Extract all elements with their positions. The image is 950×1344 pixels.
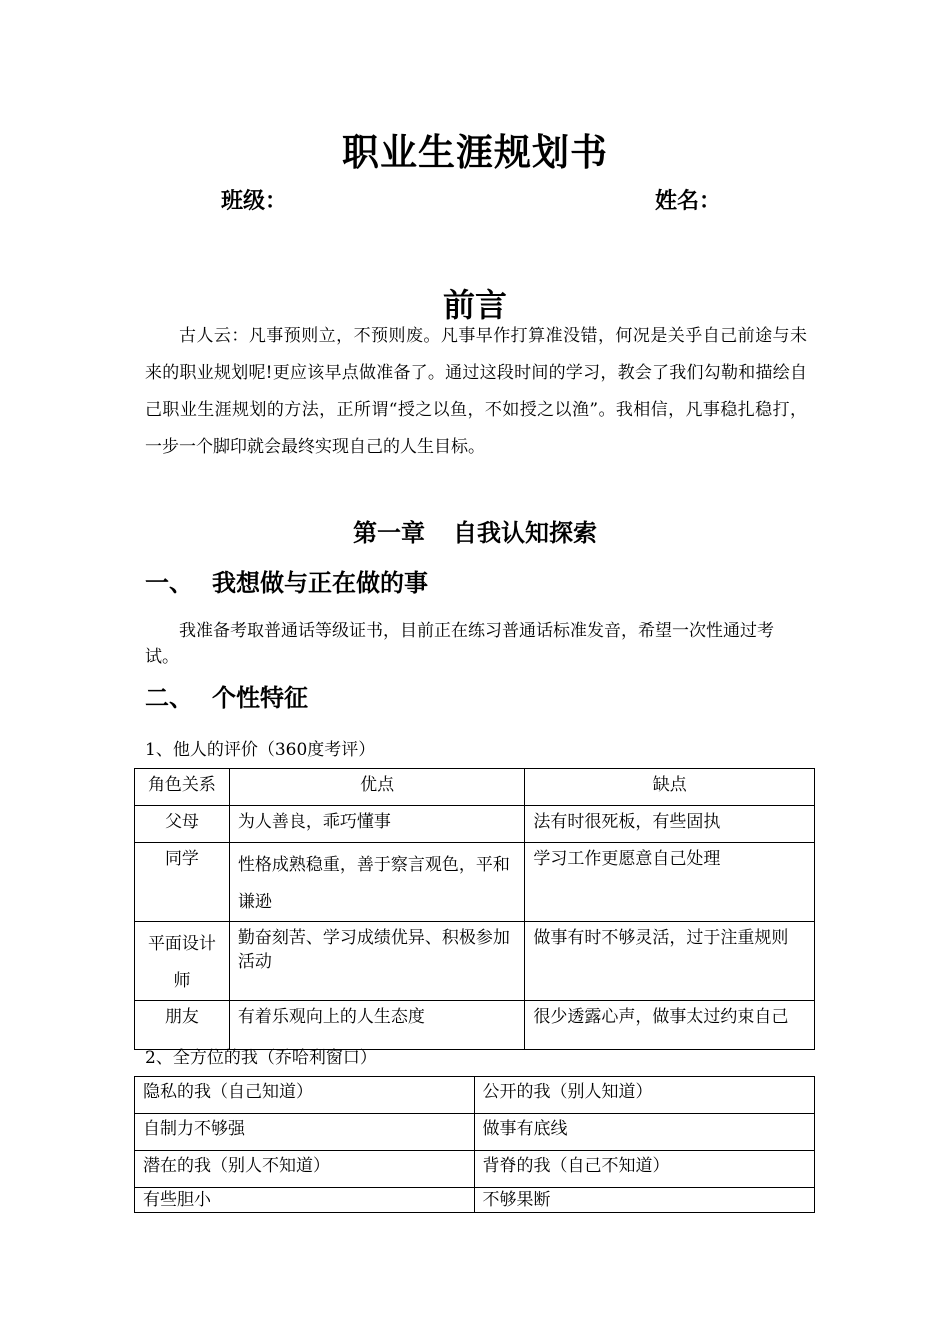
table-header-cell: 角色关系 xyxy=(135,769,230,806)
chapter-heading xyxy=(0,513,950,548)
table-cell: 公开的我（别人知道） xyxy=(474,1077,815,1114)
preface-paragraph xyxy=(145,318,807,466)
section-1-text: 我准备考取普通话等级证书，目前正在练习普通话标准发音，希望一次性通过考试。 xyxy=(145,621,774,667)
section-title: 我想做与正在做的事 xyxy=(212,569,428,597)
preface-heading: 前言 xyxy=(442,286,507,324)
table-cell: 做事有底线 xyxy=(474,1114,815,1151)
section-number: 一、 xyxy=(145,569,193,597)
table-row xyxy=(135,1188,815,1213)
table-header-row xyxy=(135,769,815,806)
chapter-number: 第一章 xyxy=(353,519,425,547)
table-cell: 为人善良，乖巧懂事 xyxy=(229,806,525,843)
section-1-paragraph xyxy=(145,618,807,670)
table-cell: 很少透露心声，做事太过约束自己 xyxy=(525,1001,815,1050)
table-cell: 有着乐观向上的人生态度 xyxy=(229,1001,525,1050)
table-cell: 不够果断 xyxy=(474,1188,815,1213)
section-heading-1 xyxy=(145,563,428,598)
subheading-evaluation: 1、他人的评价（360度考评） xyxy=(145,740,376,760)
chapter-title: 自我认知探索 xyxy=(453,519,597,547)
table-cell: 勤奋刻苦、学习成绩优异、积极参加活动 xyxy=(229,922,525,1001)
johari-table xyxy=(134,1076,815,1213)
table-cell: 潜在的我（别人不知道） xyxy=(135,1151,475,1188)
table-row xyxy=(135,922,815,1001)
section-heading-2 xyxy=(145,678,308,713)
table-cell: 隐私的我（自己知道） xyxy=(135,1077,475,1114)
table-row xyxy=(135,1114,815,1151)
table-cell: 自制力不够强 xyxy=(135,1114,475,1151)
table-cell: 做事有时不够灵活，过于注重规则 xyxy=(525,922,815,1001)
table-row xyxy=(135,1077,815,1114)
table-cell: 朋友 xyxy=(135,1001,230,1050)
subheading-johari: 2、全方位的我（乔哈利窗口） xyxy=(145,1048,377,1068)
table-cell: 背脊的我（自己不知道） xyxy=(474,1151,815,1188)
table-cell: 父母 xyxy=(135,806,230,843)
table-row xyxy=(135,1151,815,1188)
table-row xyxy=(135,843,815,922)
table-row xyxy=(135,806,815,843)
section-number: 二、 xyxy=(145,684,193,712)
preface-text: 古人云：凡事预则立，不预则废。凡事早作打算准没错，何况是关乎自己前途与未来的职业规划呢!更应该早点做准备了。通过这段时间的学习，教会了我们勾勒和描绘自己职业生涯规划的方法，正所谓“授之以鱼，不如授之以渔”。我相信，凡事稳扎稳打，一步一个脚印就会最终实现自己的人生目标。 xyxy=(145,326,807,457)
table-cell: 同学 xyxy=(135,843,230,922)
table-cell: 性格成熟稳重，善于察言观色，平和谦逊 xyxy=(229,843,525,922)
section-title: 个性特征 xyxy=(212,684,308,712)
table-cell: 平面设计师 xyxy=(135,922,230,1001)
document-title: 职业生涯规划书 xyxy=(342,131,608,174)
table-header-cell: 缺点 xyxy=(525,769,815,806)
evaluation-table xyxy=(134,768,815,1050)
name-label: 姓名： xyxy=(655,189,722,214)
table-cell: 有些胆小 xyxy=(135,1188,475,1213)
class-label: 班级： xyxy=(221,189,288,214)
table-header-cell: 优点 xyxy=(229,769,525,806)
table-cell: 法有时很死板，有些固执 xyxy=(525,806,815,843)
table-cell: 学习工作更愿意自己处理 xyxy=(525,843,815,922)
